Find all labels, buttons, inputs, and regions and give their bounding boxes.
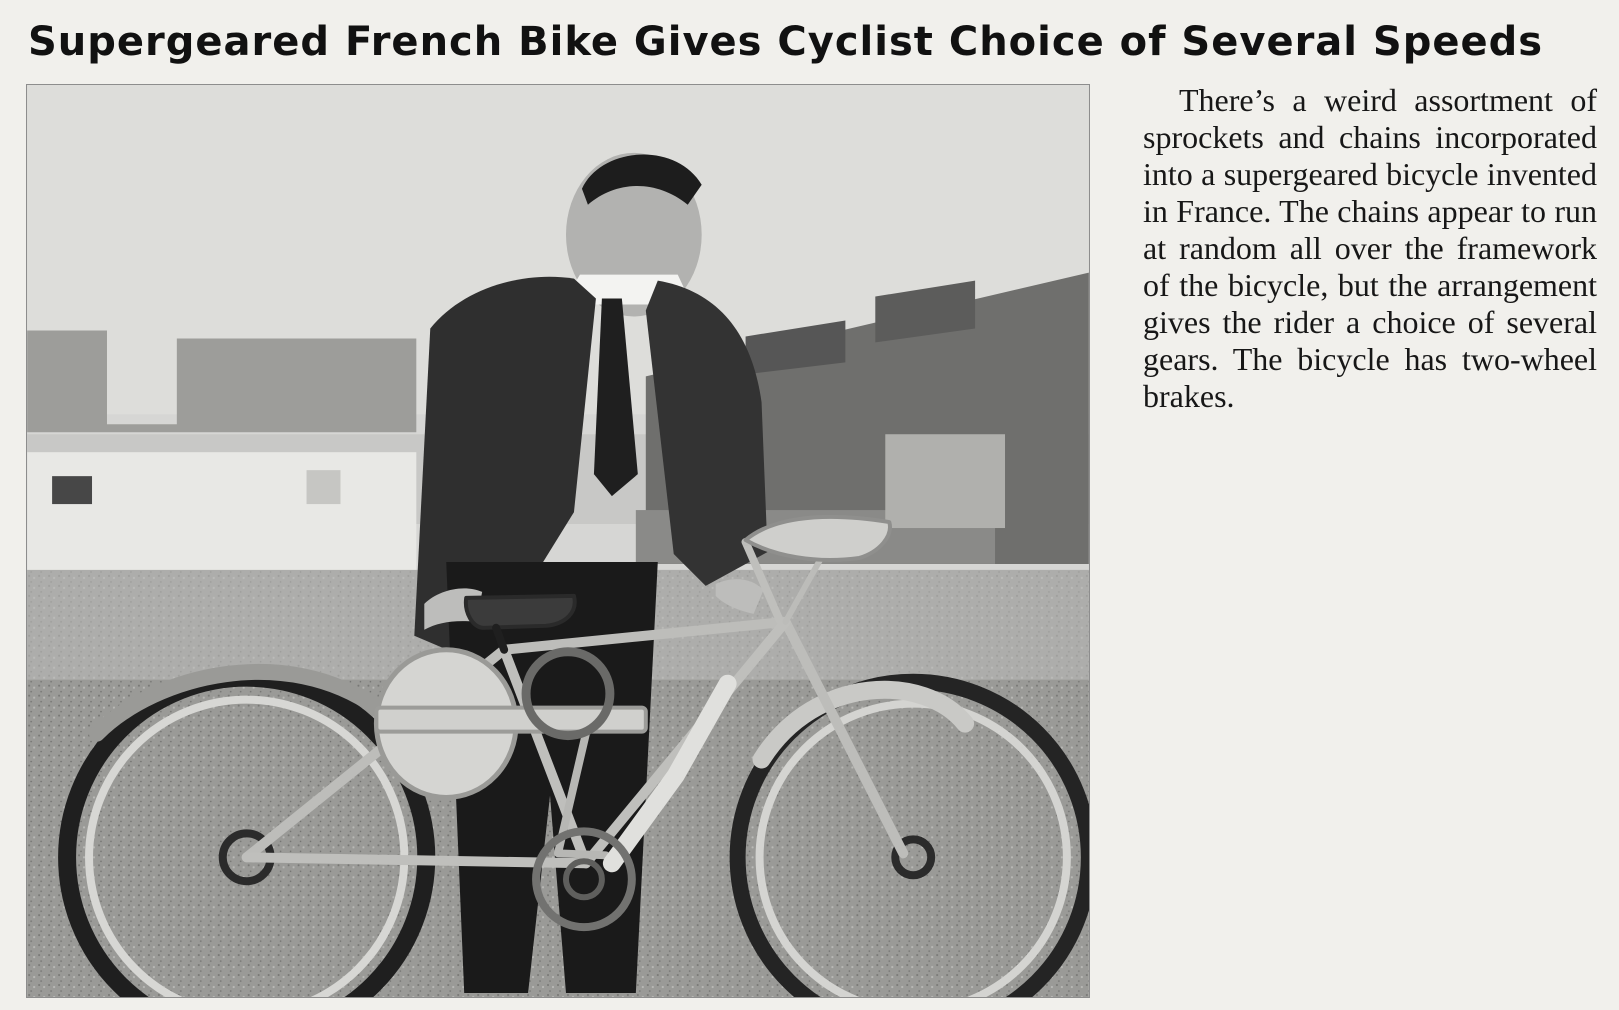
article-headline: Supergeared French Bike Gives Cyclist Choice of Several Speeds xyxy=(28,19,1544,65)
article-body: There’s a weird assortment of sprockets and chains incorporated into a supergeared bicycle invented in France. The chains appear to run at random all over the framework of the bicycle, but the arrangement gives the rider a choice of several gears. The bicycle has two-wheel brakes. xyxy=(1143,82,1597,414)
bicycle-photo xyxy=(26,84,1090,998)
